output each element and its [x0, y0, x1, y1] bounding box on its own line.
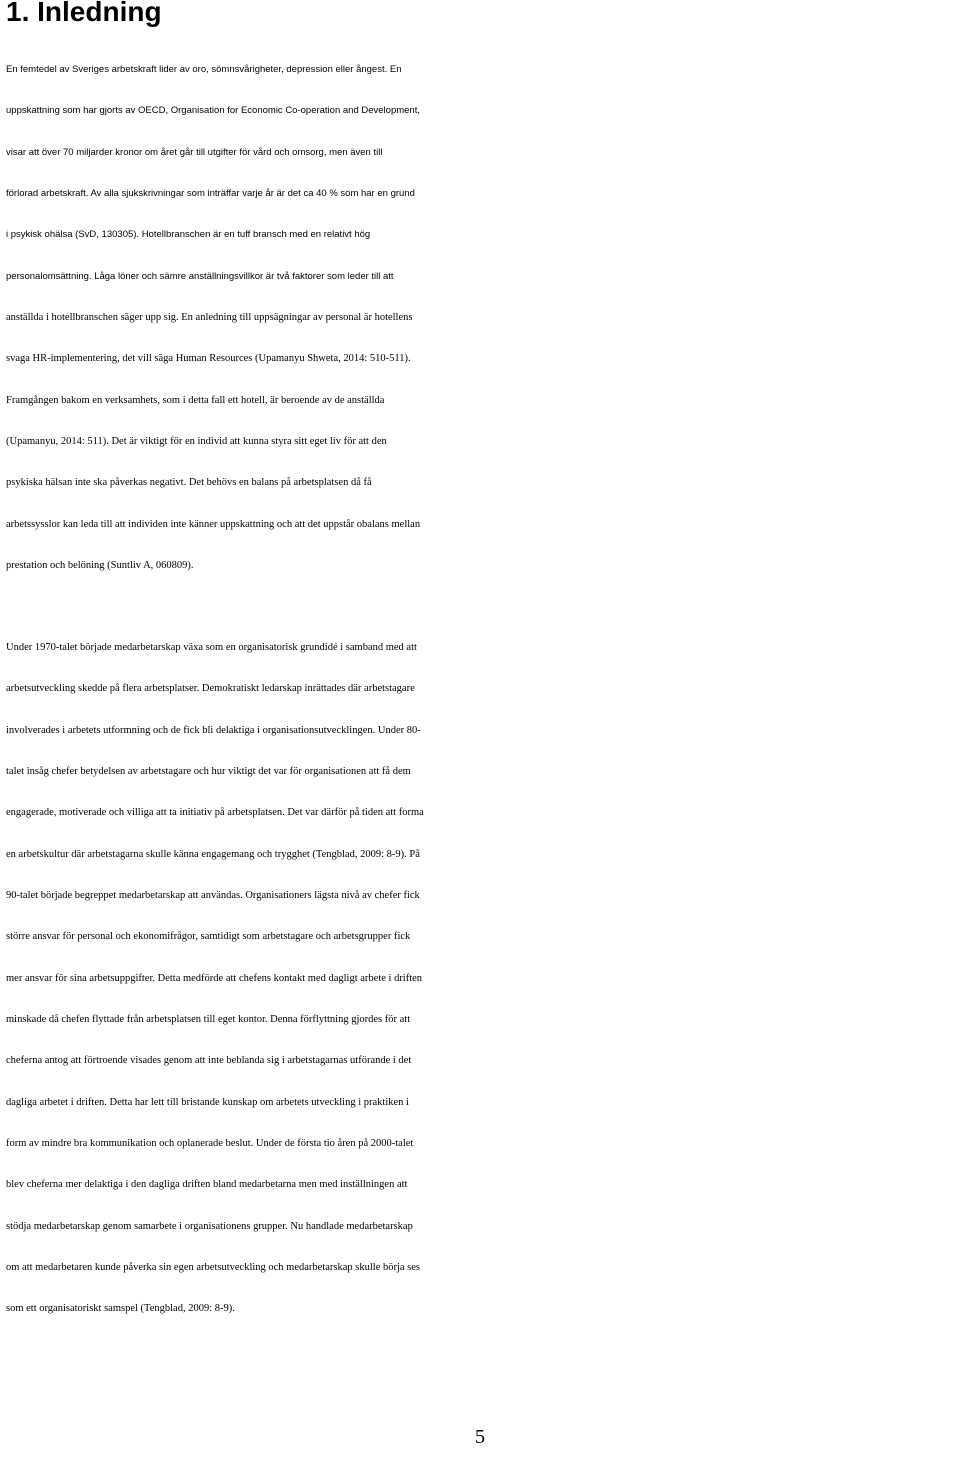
- text-line: form av mindre bra kommunikation och oplanerade beslut. Under de första tio åren på 2000-talet: [6, 1137, 414, 1149]
- paragraph-intro: [6, 49, 960, 586]
- text-line: personalomsättning. Låga löner och sämre anställningsvillkor är två faktorer som leder till att: [6, 270, 394, 282]
- text-line: anställda i hotellbranschen säger upp sig. En anledning till uppsägningar av personal är hotellens: [6, 311, 413, 323]
- paragraph-history: [6, 627, 960, 1330]
- text-line: stödja medarbetarskap genom samarbete i organisationens grupper. Nu handlade medarbetarskap: [6, 1220, 413, 1232]
- text-line: minskade då chefen flyttade från arbetsplatsen till eget kontor. Denna förflyttning gjordes för att: [6, 1013, 411, 1025]
- text-line: En femtedel av Sveriges arbetskraft lider av oro, sömnsvårigheter, depression eller ångest. En: [6, 64, 402, 75]
- text-line: dagliga arbetet i driften. Detta har lett till bristande kunskap om arbetets utveckling i praktiken i: [6, 1096, 409, 1108]
- text-line: prestation och belöning (Suntliv A, 060809).: [6, 559, 194, 571]
- text-line: Under 1970-talet började medarbetarskap växa som en organisatorisk grundidé i samband med att: [6, 642, 417, 653]
- text-line: större ansvar för personal och ekonomifrågor, samtidigt som arbetstagare och arbetsgrupper fick: [6, 931, 411, 943]
- text-line: involverades i arbetets utformning och de fick bli delaktiga i organisationsutvecklingen. Under 80-: [6, 724, 421, 736]
- text-line: arbetssysslor kan leda till att individen inte känner uppskattning och att det uppstår obalans mellan: [6, 518, 421, 530]
- text-line: (Upamanyu, 2014: 511). Det är viktigt för en individ att kunna styra sitt eget liv för att den: [6, 435, 387, 447]
- text-line: som ett organisatoriskt samspel (Tengblad, 2009: 8-9).: [6, 1303, 235, 1315]
- text-line: blev cheferna mer delaktiga i den dagliga driften bland medarbetarna men med inställningen att: [6, 1179, 408, 1191]
- text-line: 90-talet började begreppet medarbetarskap att användas. Organisationers lägsta nivå av chefer fick: [6, 889, 420, 901]
- text-line: mer ansvar för sina arbetsuppgifter. Detta medförde att chefens kontakt med dagligt arbete i driften: [6, 972, 423, 984]
- text-line: visar att över 70 miljarder kronor om året går till utgifter för vård och omsorg, men även till: [6, 146, 383, 158]
- text-line: Framgången bakom en verksamhets, som i detta fall ett hotell, är beroende av de anställda: [6, 394, 385, 406]
- section-heading: 1. Inledning: [6, 0, 162, 27]
- page-number: 5: [474, 1426, 486, 1448]
- text-line: uppskattning som har gjorts av OECD, Organisation for Economic Co-operation and Development,: [6, 105, 420, 117]
- text-line: om att medarbetaren kunde påverka sin egen arbetsutveckling och medarbetarskap skulle börja ses: [6, 1261, 421, 1273]
- text-line: engagerade, motiverade och villiga att ta initiativ på arbetsplatsen. Det var därför på tiden att forma: [6, 807, 424, 819]
- text-line: psykiska hälsan inte ska påverkas negativt. Det behövs en balans på arbetsplatsen då få: [6, 477, 372, 489]
- text-line: svaga HR-implementering, det vill säga Human Resources (Upamanyu Shweta, 2014: 510-511).: [6, 353, 411, 365]
- text-line: arbetsutveckling skedde på flera arbetsplatser. Demokratiskt ledarskap inrättades där arbetstagare: [6, 683, 415, 695]
- text-line: cheferna antog att förtroende visades genom att inte beblanda sig i arbetstagarnas utförande i det: [6, 1055, 412, 1067]
- text-line: förlorad arbetskraft. Av alla sjukskrivningar som inträffar varje år är det ca 40 % som har en grund: [6, 187, 415, 199]
- text-line: talet insåg chefer betydelsen av arbetstagare och hur viktigt det var för organisationen att få dem: [6, 765, 411, 777]
- text-line: i psykisk ohälsa (SvD, 130305). Hotellbranschen är en tuff bransch med en relativt hög: [6, 229, 371, 241]
- text-line: en arbetskultur där arbetstagarna skulle känna engagemang och trygghet (Tengblad, 2009: 8-9). På: [6, 848, 420, 860]
